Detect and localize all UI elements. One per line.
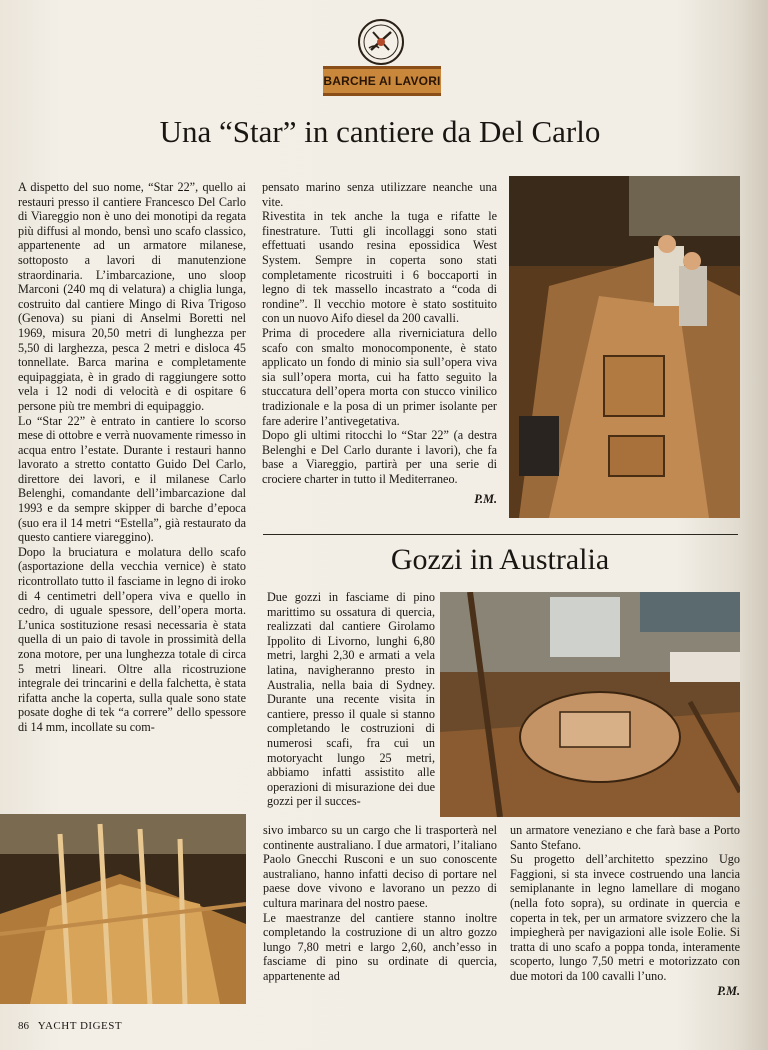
article-title: Una “Star” in cantiere da Del Carlo bbox=[159, 114, 601, 149]
photo-star22-deck bbox=[509, 176, 740, 518]
paragraph: Rivestita in tek anche la tuga e rifatte le finestrature. Tutti gli incollaggi sono stati effettuati usando resina epossidica West System. Sempre in coperta sono stati completamente ricostruiti i 6 boccaporti in legno di tek massello incastrato a “coda di rondine”. Il vecchio motore è stato sostituito con un nuovo Aifo diesel da 200 cavalli. bbox=[262, 209, 497, 326]
article2-column-3 bbox=[510, 823, 740, 998]
article1-column-1 bbox=[18, 180, 246, 735]
photo-gozzi-workshop bbox=[440, 592, 740, 817]
article1-signature: P.M. bbox=[474, 492, 497, 507]
paragraph: A dispetto del suo nome, “Star 22”, quello ai restauri presso il cantiere Francesco Del Carlo di Viareggio non è uno dei monotipi da regata più diffusi al mondo, bensì uno scafo classico, appartenente ad un armatore milanese, sottoposto a lavori di manutenzione straordinaria. L’imbarcazione, uno sloop Marconi (240 mq di velatura) a chiglia lunga, costruito dal cantiere Mingo di Riva Trigoso (Genova) su piani di Anselmi Boretti nel 1969, misura 20,50 metri di lunghezza per 5,50 di larghezza, pesca 2 metri e disloca 45 tonnellate. Barca marina e completamente equipaggiata, è in grado di raggiungere sotto vela i 12 nodi di velocità e di ospitare 6 persone più tre membri di equipaggio. bbox=[18, 180, 246, 413]
paragraph: un armatore veneziano e che farà base a Porto Santo Stefano. bbox=[510, 823, 740, 852]
paragraph: sivo imbarco su un cargo che li trasporterà nel continente australiano. I due armatori, l’italiano Paolo Gnecchi Rusconi e un suo conoscente australiano, hanno infatti deciso di portare nel paese dove vivono e lavorano un pezzo di cultura marinara del nostro paese. bbox=[263, 823, 497, 910]
section-label: BARCHE AI LAVORI bbox=[323, 74, 441, 88]
article2-column-1 bbox=[267, 590, 435, 809]
paragraph: Lo “Star 22” è entrato in cantiere lo scorso mese di ottobre e verrà nuovamente rimesso in acqua entro l’estate. Durante i restauri hanno lavorato a stretto contatto Guido Del Carlo, direttore dei lavori, e il milanese Carlo Belenghi, comandante dell’imbarcazione dal 1993 e da sempre skipper di barche d’epoca (suo era il 14 metri “Estella”, già restaurato da questo cantiere viareggino). bbox=[18, 413, 246, 545]
section-banner bbox=[323, 66, 441, 96]
article1-column-2 bbox=[262, 180, 497, 507]
page-footer bbox=[18, 1020, 122, 1032]
magazine-name: YACHT DIGEST bbox=[37, 1020, 123, 1032]
article2-column-2 bbox=[263, 823, 497, 984]
paragraph: Prima di procedere alla riverniciatura dello scafo con smalto monocomponente, è stato applicato un fondo di minio sia sull’opera viva sia sull’opera morta, cui ha fatto seguito la stuccatura dell’opera morta con stucco vinilico tradizionale e la posa di un primer isolante per fare aderire l’antivegetativa. bbox=[262, 325, 497, 428]
photo-hull-frames bbox=[0, 814, 246, 1004]
paragraph: Dopo la bruciatura e molatura dello scafo (asportazione della vecchia vernice) è stato ricontrollato tutto il fasciame in legno di iroko di 4 centimetri dell’opera viva e quello in cedro, di uguale spessore, dell’opera morta. L’unica sostituzione resasi necessaria è stata quella di un paio di tavole in prossimità della zona motore, per una lunghezza totale di circa 5 metri lineari. Oltre alla ricostruzione integrale dei trincarini e della falchetta, è stata rifatta anche la coperta, sulla quale sono state posate doghe di tek “a correre” dello spessore di 14 mm, incollate su com- bbox=[18, 544, 246, 734]
article-divider bbox=[263, 534, 738, 535]
article2-signature: P.M. bbox=[717, 983, 740, 998]
page-number: 86 bbox=[18, 1020, 29, 1032]
paragraph: Su progetto dell’architetto spezzino Ugo Faggioni, si sta invece costruendo una lancia semiplanante in legno lamellare di mogano (nella foto sopra), su ordinate in quercia e coperta in tek, per un armatore svizzero che la impiegherà per navigazioni alle isole Eolie. Si tratta di uno scafo a poppa tonda, interamente scoperto, lungo 7,50 metri e motorizzato con due motori da 100 cavalli l’uno. bbox=[510, 852, 740, 983]
paragraph: Due gozzi in fasciame di pino marittimo su ossatura di quercia, realizzati dal cantiere Girolamo Ippolito di Livorno, lunghi 6,80 metri, larghi 2,30 e armati a vela latina, navigheranno presto in Australia, nella baia di Sydney. Durante una recente visita in cantiere, presso il quale si stanno completando le costruzioni di numerosi scafi, fra cui un motoryacht lungo 25 metri, abbiamo infatti assistito alle operazioni di misurazione dei due gozzi per il succes- bbox=[267, 590, 435, 809]
article2-title: Gozzi in Australia bbox=[390, 543, 610, 576]
section-logo bbox=[323, 18, 441, 100]
paragraph: Le maestranze del cantiere stanno inoltre completando la costruzione di un altro gozzo lungo 7,80 metri e largo 2,60, anch’esso in fasciame di pino su ordinate di quercia, appartenente ad bbox=[263, 910, 497, 983]
paragraph: pensato marino senza utilizzare neanche una vite. bbox=[262, 180, 497, 209]
paragraph: Dopo gli ultimi ritocchi lo “Star 22” (a destra Belenghi e Del Carlo durante i lavori), che fa base a Viareggio, partirà per una serie di crociere charter in tutto il Mediterraneo. bbox=[262, 428, 497, 486]
anchor-emblem-icon bbox=[357, 18, 405, 66]
